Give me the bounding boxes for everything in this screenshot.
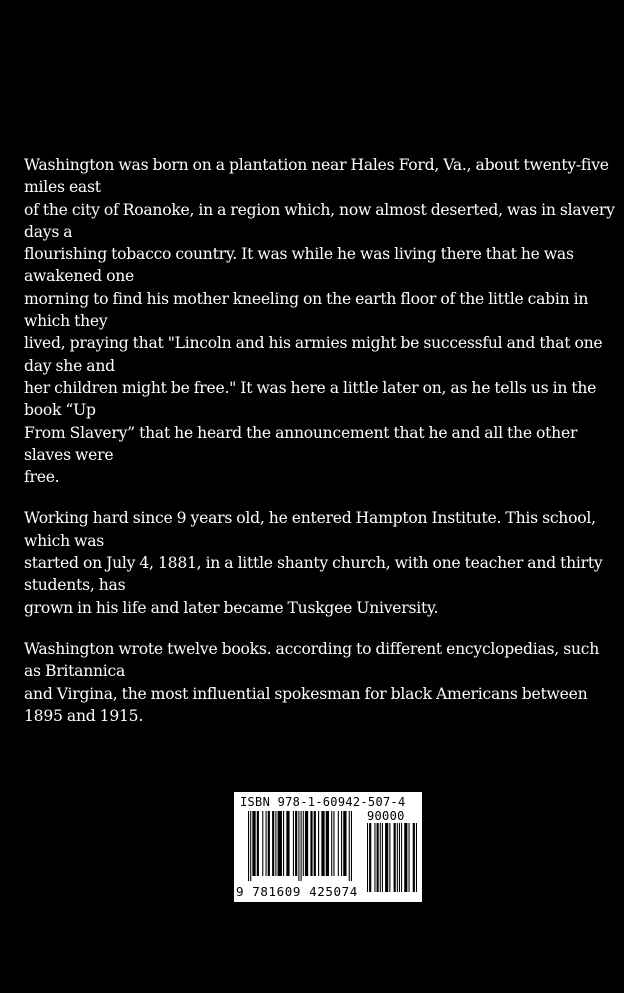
barcode-bar bbox=[401, 823, 402, 892]
barcode-bar bbox=[374, 823, 375, 892]
paragraph-books: Washington wrote twelve books. according to different encyclopedias, such as Britannica and Virgina, the most influential spokesman for black Americans between 1895 and 1915. bbox=[24, 639, 600, 725]
barcode-bar bbox=[257, 811, 259, 876]
isbn-barcode bbox=[234, 792, 422, 902]
isbn-label: ISBN 978-1-60942-507-4 bbox=[240, 795, 406, 809]
barcode-bar bbox=[341, 811, 342, 876]
barcode-bar bbox=[397, 823, 398, 892]
barcode-bar bbox=[293, 811, 294, 876]
barcode-bar bbox=[380, 823, 381, 892]
barcode-bar bbox=[321, 811, 324, 876]
barcode-bar bbox=[369, 823, 371, 892]
guard-bar bbox=[349, 811, 350, 881]
paragraph-hampton-institute: Working hard since 9 years old, he entered Hampton Institute. This school, which was started on July 4, 1881, in a little shanty church, with one teacher and thirty students, has grown in his life and later became Tuskgee University. bbox=[24, 509, 603, 617]
guard-bar bbox=[248, 811, 249, 881]
barcode-digits: 9 781609 425074 bbox=[236, 884, 358, 899]
guard-bar bbox=[351, 811, 352, 881]
barcode-bar bbox=[262, 811, 263, 876]
barcode-bar bbox=[252, 811, 255, 876]
barcode-bar bbox=[266, 811, 267, 876]
barcode-bar bbox=[389, 823, 390, 892]
barcode-bar bbox=[394, 823, 396, 892]
back-cover-text bbox=[24, 154, 616, 727]
barcode-bar bbox=[343, 811, 346, 876]
barcode-bar bbox=[367, 823, 368, 892]
ean13-bars bbox=[248, 811, 352, 881]
barcode-bar bbox=[272, 811, 274, 876]
barcode-bar bbox=[338, 811, 339, 876]
guard-bar bbox=[298, 811, 299, 881]
barcode-bar bbox=[385, 823, 388, 892]
barcode-bar bbox=[377, 823, 379, 892]
barcode-bar bbox=[382, 823, 383, 892]
barcode-bar bbox=[326, 811, 329, 876]
barcode-bar bbox=[286, 811, 289, 876]
barcode-bar bbox=[408, 823, 409, 892]
guard-bar bbox=[301, 811, 302, 881]
barcode-bar bbox=[268, 811, 270, 876]
barcode-bar bbox=[278, 811, 282, 876]
price-code: 90000 bbox=[367, 809, 405, 823]
barcode-bar bbox=[416, 823, 417, 892]
barcode-bar bbox=[295, 811, 297, 876]
barcode-bar bbox=[331, 811, 332, 876]
barcode-bar bbox=[404, 823, 407, 892]
barcode-bar bbox=[314, 811, 316, 876]
barcode-bar bbox=[318, 811, 319, 876]
guard-bar bbox=[250, 811, 251, 881]
paragraph-early-life: Washington was born on a plantation near Hales Ford, Va., about twenty-five miles east of the city of Roanoke, in a region which, now almost deserted, was in slavery days a flourishing tobacco country. It was while he was living there that he was awakened one morning to find his mother kneeling on the earth floor of the little cabin in which they lived, praying that "Lincoln and his armies might be successful and that one day she and her children might be free." It was here a little later on, as he tells us in the book “Up From Slavery” that he heard the announcement that he and all the other slaves were free. bbox=[24, 156, 615, 487]
barcode-bar bbox=[303, 811, 304, 876]
barcode-bar bbox=[333, 811, 334, 876]
price-addon-bars bbox=[367, 823, 417, 892]
barcode-bar bbox=[275, 811, 276, 876]
barcode-bar bbox=[399, 823, 400, 892]
barcode-bar bbox=[283, 811, 284, 876]
barcode-bar bbox=[305, 811, 308, 876]
barcode-bar bbox=[310, 811, 312, 876]
barcode-bar bbox=[413, 823, 415, 892]
